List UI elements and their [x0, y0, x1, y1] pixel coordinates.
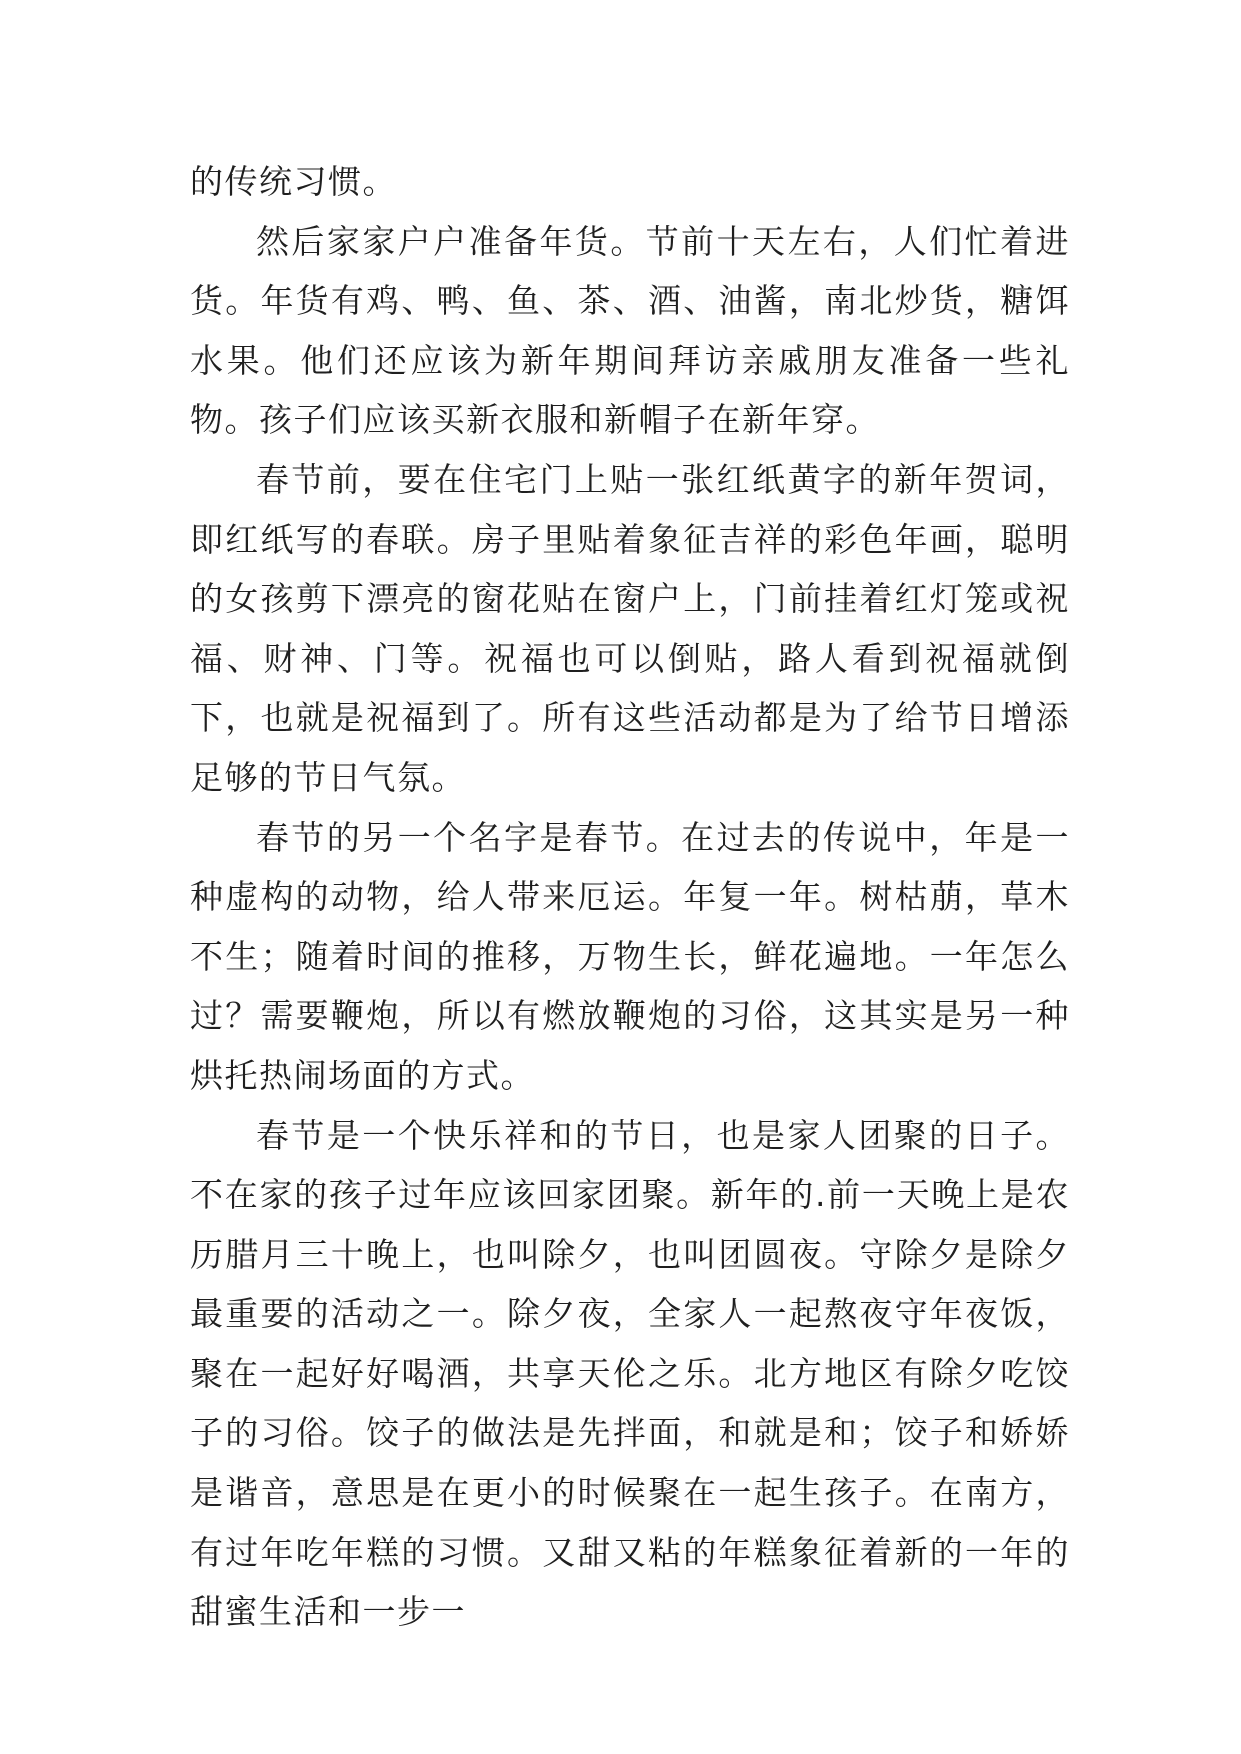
paragraph-continuation: 的传统习惯。: [190, 162, 397, 201]
paragraph-spring-couplets: 春节前，要在住宅门上贴一张红纸黄字的新年贺词，即红纸写的春联。房子里贴着象征吉祥的彩色年画，聪明的女孩剪下漂亮的窗花贴在窗户上，门前挂着红灯笼或祝福、财神、门等。祝福也可以倒贴，路人看到祝福就倒下，也就是祝福到了。所有这些活动都是为了给节日增添足够的节日气氛。: [190, 459, 1070, 797]
paragraph-new-year-goods: 然后家家户户准备年货。节前十天左右，人们忙着进货。年货有鸡、鸭、鱼、茶、酒、油酱，南北炒货，糖饵水果。他们还应该为新年期间拜访亲戚朋友准备一些礼物。孩子们应该买新衣服和新帽子在新年穿。: [190, 221, 1070, 440]
paragraph-nian-legend: 春节的另一个名字是春节。在过去的传说中，年是一种虚构的动物，给人带来厄运。年复一年。树枯萠，草木不生；随着时间的推移，万物生长，鲜花遍地。一年怎么过？需要鞭炮，所以有燃放鞭炮的习俗，这其实是另一种烘托热闹场面的方式。: [190, 817, 1070, 1095]
paragraph-family-reunion: 春节是一个快乐祥和的节日，也是家人团聚的日子。不在家的孩子过年应该回家团聚。新年的.前一天晚上是农历腊月三十晚上，也叫除夕，也叫团圆夜。守除夕是除夕最重要的活动之一。除夕夜，全家人一起熬夜守年夜饭，聚在一起好好喝酒，共享天伦之乐。北方地区有除夕吃饺子的习俗。饺子的做法是先拌面，和就是和；饺子和娇娇是谐音，意思是在更小的时候聚在一起生孩子。在南方，有过年吃年糕的习惯。又甜又粘的年糕象征着新的一年的甜蜜生活和一步一: [190, 1115, 1070, 1632]
document-body: [190, 152, 1070, 1642]
